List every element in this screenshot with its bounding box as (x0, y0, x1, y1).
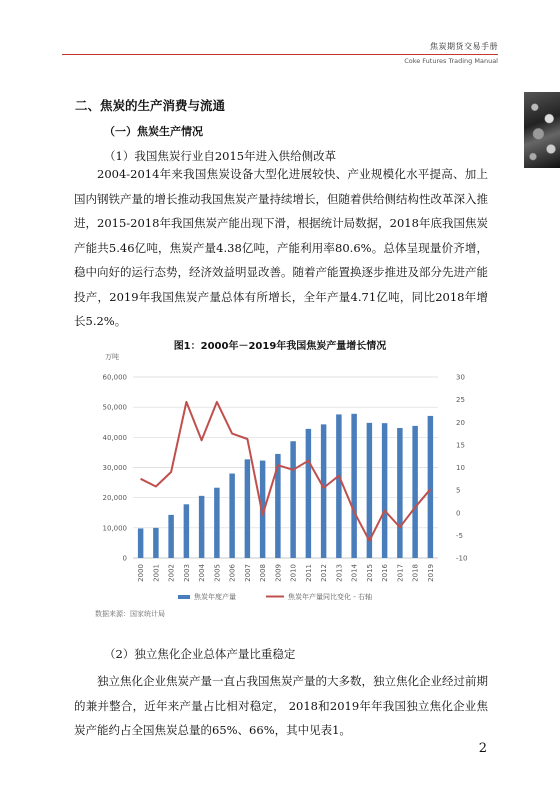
bar-2001 (153, 528, 158, 558)
coke-photo-thumbnail (524, 92, 560, 168)
x-tick-label: 2008 (259, 564, 268, 582)
figure-title: 图1：2000年－2019年我国焦炭产量增长情况 (173, 341, 387, 352)
right-tick-label: 25 (456, 396, 465, 405)
x-tick-label: 2016 (381, 564, 390, 582)
right-tick-label: 30 (456, 373, 465, 382)
bar-2010 (290, 441, 295, 558)
x-tick-label: 2015 (365, 564, 374, 582)
left-tick-label: 20,000 (102, 494, 127, 503)
figure-source: 数据来源：国家统计局 (95, 610, 165, 618)
legend-bar-label: 焦炭年度产量 (194, 593, 236, 601)
bar-2006 (229, 474, 234, 558)
coke-production-chart (80, 350, 468, 606)
x-tick-label: 2002 (167, 564, 176, 582)
header-subtitle: Coke Futures Trading Manual (404, 57, 498, 65)
x-tick-label: 2010 (289, 564, 298, 582)
x-tick-label: 2012 (320, 564, 329, 582)
x-tick-label: 2018 (411, 564, 420, 582)
right-tick-label: 20 (456, 418, 465, 427)
bar-2005 (214, 488, 219, 558)
x-tick-label: 2014 (350, 564, 359, 582)
left-tick-label: 30,000 (102, 464, 127, 472)
x-tick-label: 2003 (182, 564, 191, 582)
right-tick-label: -5 (456, 531, 463, 540)
bar-2012 (321, 424, 326, 558)
item1-paragraph: 2004-2014年来我国焦炭设备大型化进展较快、产业规模化水平提高、加上国内钢铁产量的增长推动我国焦炭产量持续增长，但随着供给侧结构性改革深入推进，2015-2018年我国焦炭产能出现下滑，根据统计局数据，2018年底我国焦炭产能共5.46亿吨，焦炭产量4.38亿吨，产能利用率80.6%。总体呈现量价齐增，稳中向好的运行态势，经济效益明显改善。随着产能置换逐步推进及部分先进产能投产，2019年我国焦炭产量总体有所增长，全年产量4.71亿吨，同比2018年增长5.2%。 (74, 167, 488, 328)
left-tick-label: 60,000 (102, 373, 127, 382)
x-tick-label: 2001 (152, 564, 161, 582)
bar-2014 (351, 414, 356, 558)
bar-2013 (336, 414, 341, 558)
left-tick-label: 50,000 (102, 403, 127, 412)
legend-line-label: 焦炭年产量同比变化 - 右轴 (288, 593, 372, 601)
section-heading: 二、焦炭的生产消费与流通 (75, 98, 226, 113)
bar-2002 (168, 515, 173, 558)
x-tick-label: 2000 (137, 564, 146, 582)
bar-2019 (428, 416, 433, 558)
x-tick-label: 2005 (213, 564, 222, 582)
legend-bar-swatch (178, 595, 190, 599)
x-tick-label: 2011 (304, 564, 313, 582)
left-tick-label: 0 (122, 554, 127, 563)
x-tick-label: 2019 (426, 564, 435, 582)
right-tick-label: 0 (456, 509, 461, 518)
bar-2016 (382, 423, 387, 558)
left-tick-label: 10,000 (102, 524, 127, 533)
item1-title: （1）我国焦炭行业自2015年进入供给侧改革 (104, 149, 337, 163)
x-tick-label: 2013 (335, 564, 344, 582)
bar-2003 (184, 504, 189, 558)
header-rule (62, 54, 498, 55)
x-tick-label: 2017 (396, 564, 405, 582)
bar-2017 (397, 428, 402, 558)
subsection-heading: （一）焦炭生产情况 (104, 125, 203, 138)
x-tick-label: 2009 (274, 564, 283, 582)
item2-paragraph: 独立焦化企业焦炭产量一直占我国焦炭产量的大多数，独立焦化企业经过前期的兼并整合，近年来产量占比相对稳定， 2018和2019年年我国独立焦化企业焦炭产能约占全国焦炭总量的65%、66%，其中见表1。 (74, 674, 488, 737)
bar-2000 (138, 528, 143, 558)
bar-2011 (306, 429, 311, 558)
header-title: 焦炭期货交易手册 (430, 42, 498, 51)
right-tick-label: -10 (456, 554, 468, 563)
bar-2007 (245, 459, 250, 558)
right-tick-label: 5 (456, 486, 461, 495)
bar-2004 (199, 496, 204, 558)
left-tick-label: 40,000 (102, 433, 127, 442)
right-tick-label: 15 (456, 441, 465, 450)
x-tick-label: 2004 (198, 564, 207, 582)
x-tick-label: 2006 (228, 564, 237, 582)
page-number: 2 (478, 741, 487, 756)
y-axis-unit: 万吨 (105, 353, 119, 361)
x-tick-label: 2007 (243, 564, 252, 582)
right-tick-label: 10 (456, 464, 465, 472)
item2-title: （2）独立焦化企业总体产量比重稳定 (104, 647, 296, 661)
bar-2018 (412, 426, 417, 558)
